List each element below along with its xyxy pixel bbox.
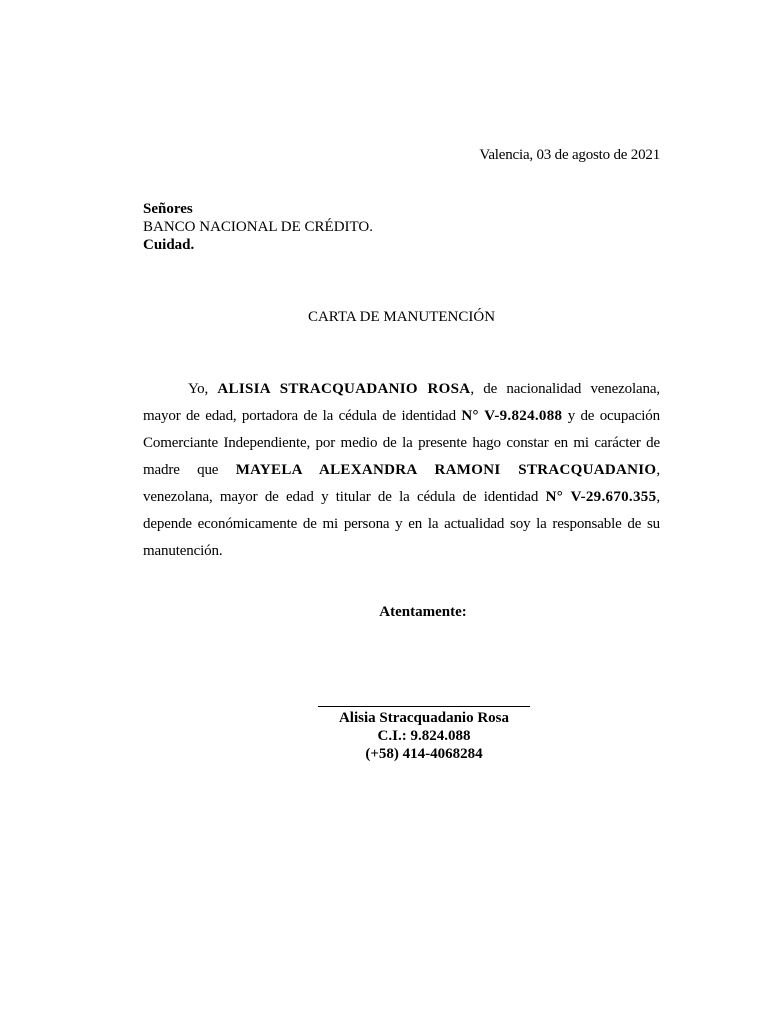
- recipient-salutation: Señores: [143, 201, 193, 217]
- signature-name: Alisia Stracquadanio Rosa: [338, 710, 510, 726]
- letter-date: Valencia, 03 de agosto de 2021: [479, 147, 660, 163]
- letter-title: CARTA DE MANUTENCIÓN: [307, 309, 496, 325]
- letter-body: [143, 376, 660, 565]
- signature-ci: C.I.: 9.824.088: [377, 728, 471, 744]
- body-part-4: , venezolana, mayor de edad y titular de la cédula de identidad: [143, 462, 660, 505]
- closing-text: Atentamente:: [379, 604, 467, 620]
- recipient-block: [143, 200, 373, 254]
- recipient-city: Cuidad.: [143, 237, 195, 253]
- signature-phone: (+58) 414-4068284: [365, 746, 483, 762]
- signature-line: [318, 706, 530, 707]
- body-id-mother: N° V-9.824.088: [461, 408, 563, 424]
- body-part-1: Yo,: [188, 381, 218, 397]
- signature-block: [318, 709, 530, 763]
- recipient-bank: BANCO NACIONAL DE CRÉDITO.: [143, 219, 373, 235]
- body-id-daughter: N° V-29.670.355: [545, 489, 657, 505]
- body-name-daughter: MAYELA ALEXANDRA RAMONI STRACQUADANIO: [235, 462, 657, 478]
- body-name-mother: ALISIA STRACQUADANIO ROSA: [217, 381, 471, 397]
- body-part-5: , depende económicamente de mi persona y en la actualidad soy la responsable de su manutención.: [143, 489, 660, 559]
- body-part-3: y de ocupación Comerciante Independiente, por medio de la presente hago constar en mi carácter de madre que: [143, 408, 660, 478]
- body-part-2: , de nacionalidad venezolana, mayor de edad, portadora de la cédula de identidad: [143, 381, 660, 424]
